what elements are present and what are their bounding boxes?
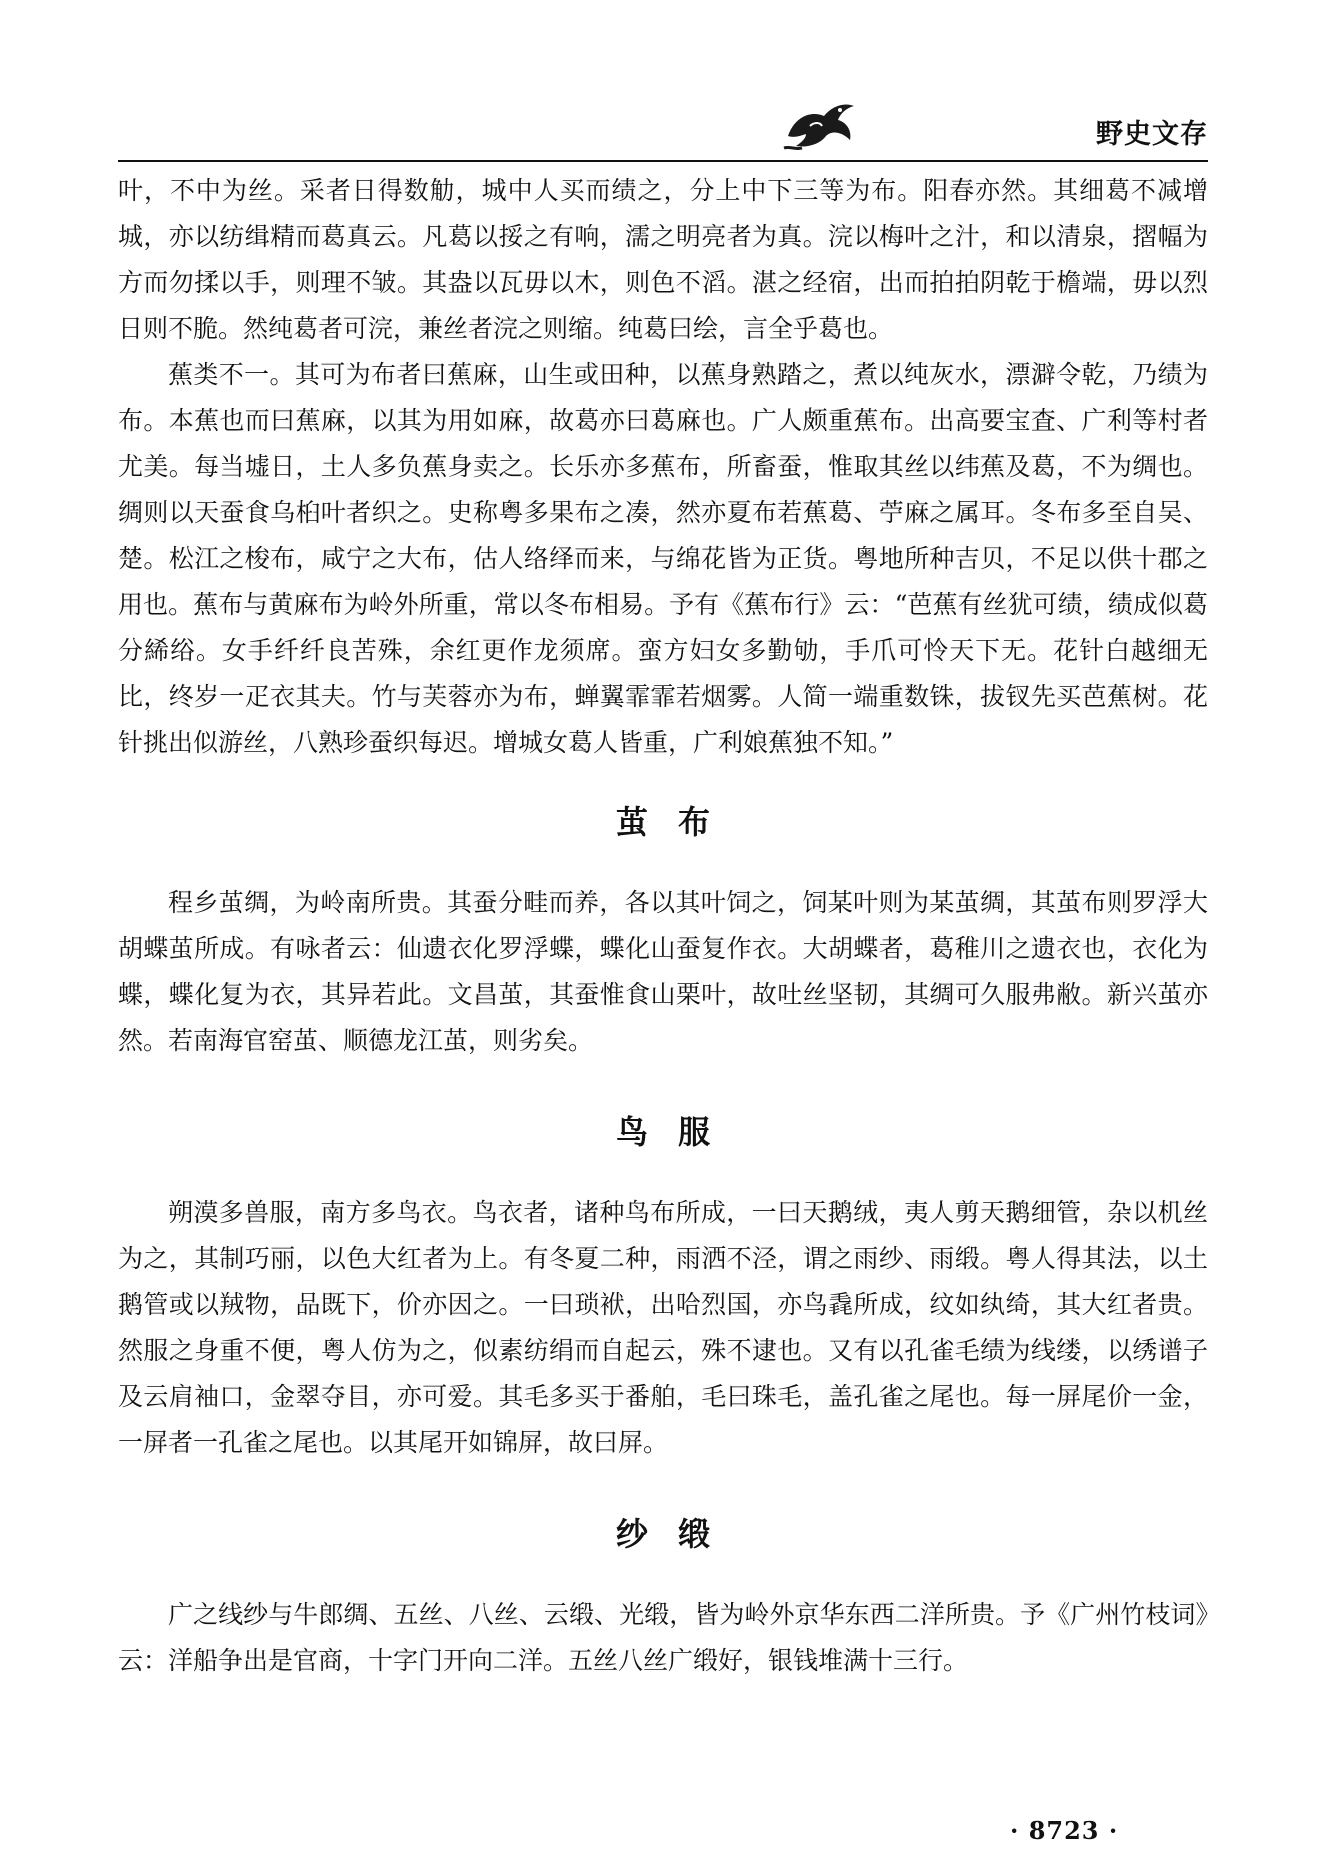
page-number: · 8723 · <box>1010 1816 1119 1845</box>
paragraph-cocoon-cloth: 程乡茧绸，为岭南所贵。其蚕分畦而养，各以其叶饲之，饲某叶则为某茧绸，其茧布则罗浮大胡蝶茧所成。有咏者云：仙遗衣化罗浮蝶，蝶化山蚕复作衣。大胡蝶者，葛稚川之遗衣也，衣化为蝶，蝶化复为衣，其异若此。文昌茧，其蚕惟食山栗叶，故吐丝坚韧，其绸可久服弗敝。新兴茧亦然。若南海官窑茧、顺德龙江茧，则劣矣。 <box>118 888 1208 1055</box>
series-title: 野史文存 <box>1096 119 1208 150</box>
paragraph-continued: 叶，不中为丝。采者日得数觔，城中人买而绩之，分上中下三等为布。阳春亦然。其细葛不减增城，亦以纺缉精而葛真云。凡葛以挼之有响，濡之明亮者为真。浣以梅叶之汁，和以清泉，摺幅为方而勿揉以手，则理不皱。其盎以瓦毋以木，则色不滔。湛之经宿，出而拍拍阴乾于檐端，毋以烈日则不脆。然纯葛者可浣，兼丝者浣之则缩。纯葛曰绘，言全乎葛也。 <box>118 176 1208 343</box>
page-header <box>118 96 1208 160</box>
dragon-logo-icon <box>780 96 860 154</box>
header-rule <box>118 160 1208 162</box>
section-heading-cocoon-cloth: 茧布 <box>615 803 740 841</box>
page-content <box>118 168 1208 1684</box>
paragraph-gauze-satin: 广之线纱与牛郎绸、五丝、八丝、云缎、光缎，皆为岭外京华东西二洋所贵。予《广州竹枝词》云：洋船争出是官商，十字门开向二洋。五丝八丝广缎好，银钱堆满十三行。 <box>118 1600 1208 1675</box>
section-heading-feather-garments: 鸟服 <box>615 1113 740 1151</box>
section-heading-gauze-satin: 纱缎 <box>615 1515 740 1553</box>
paragraph-banana-cloth: 蕉类不一。其可为布者曰蕉麻，山生或田种，以蕉身熟踏之，煮以纯灰水，漂澼令乾，乃绩为布。本蕉也而曰蕉麻，以其为用如麻，故葛亦曰葛麻也。广人颇重蕉布。出高要宝査、广利等村者尤美。每当墟日，土人多负蕉身卖之。长乐亦多蕉布，所畜蚕，惟取其丝以纬蕉及葛，不为绸也。绸则以天蚕食乌桕叶者织之。史称粤多果布之凑，然亦夏布若蕉葛、苧麻之属耳。冬布多至自吴、楚。松江之梭布，咸宁之大布，估人络绎而来，与绵花皆为正货。粤地所种吉贝，不足以供十郡之用也。蕉布与黄麻布为岭外所重，常以冬布相易。予有《蕉布行》云：“芭蕉有丝犹可绩，绩成似葛分絺绤。女手纤纤良苦殊，余红更作龙须席。蛮方妇女多勤劬，手爪可怜天下无。花针白越细无比，终岁一疋衣其夫。竹与芙蓉亦为布，蝉翼霏霏若烟雾。人简一端重数铢，拔钗先买芭蕉树。花针挑出似游丝，八熟珍蚕织每迟。增城女葛人皆重，广利娘蕉独不知。” <box>118 360 1208 757</box>
paragraph-feather-garments: 朔漠多兽服，南方多鸟衣。鸟衣者，诸种鸟布所成，一曰天鹅绒，夷人剪天鹅细管，杂以机丝为之，其制巧丽，以色大红者为上。有冬夏二种，雨洒不泾，谓之雨纱、雨缎。粤人得其法，以土鹅管或以羢物，品既下，价亦因之。一曰琐袱，出哈烈国，亦鸟毳所成，纹如纨绮，其大红者贵。然服之身重不便，粤人仿为之，似素纺绢而自起云，殊不逮也。又有以孔雀毛绩为线缕，以绣谱子及云肩袖口，金翠夺目，亦可爱。其毛多买于番舶，毛曰珠毛，盖孔雀之尾也。每一屏尾价一金，一屏者一孔雀之尾也。以其尾开如锦屏，故曰屏。 <box>118 1198 1208 1457</box>
